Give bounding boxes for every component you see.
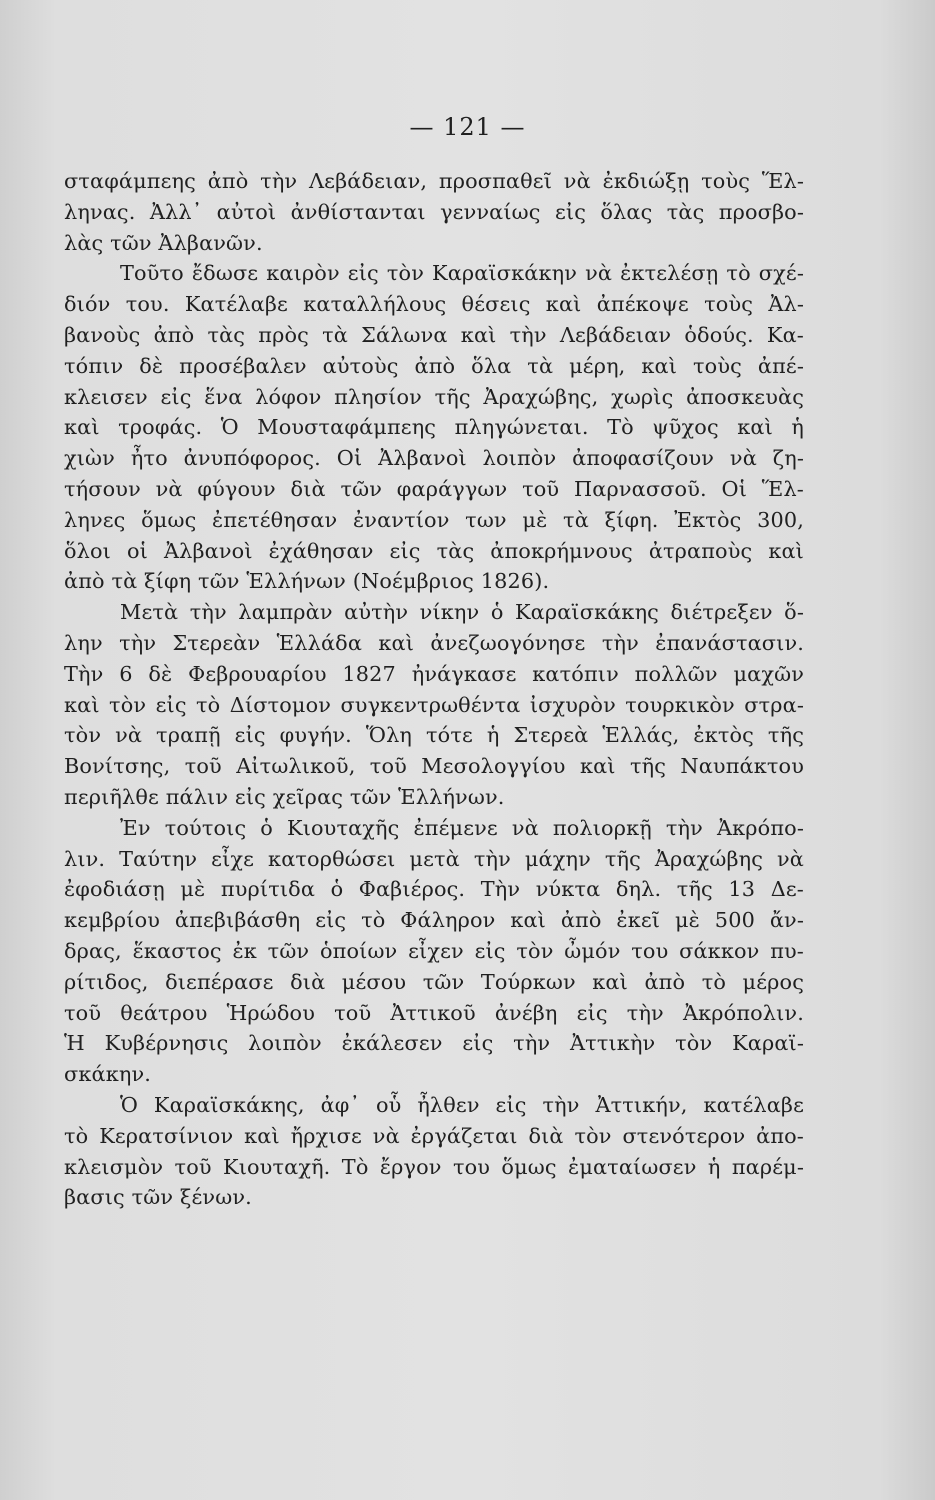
paragraph bbox=[64, 166, 804, 258]
text-line: κλεισμὸν τοῦ Κιουταχῆ. Τὸ ἔργον του ὅμως ἐματαίωσεν ἡ παρέμ- bbox=[64, 1154, 804, 1179]
text-line: καὶ τὸν εἰς τὸ Δίστομον συγκεντρωθέντα ἰσχυρὸν τουρκικὸν στρα- bbox=[64, 692, 804, 717]
text-line: τὸν νὰ τραπῇ εἰς φυγήν. Ὅλη τότε ἡ Στερεὰ Ἑλλάς, ἐκτὸς τῆς bbox=[64, 723, 804, 748]
text-line: ληνας. Ἀλλ᾽ αὐτοὶ ἀνθίστανται γενναίως εἰς ὅλας τὰς προσβο- bbox=[64, 199, 804, 224]
text-line: κεμβρίου ἀπεβιβάσθη εἰς τὸ Φάληρον καὶ ἀπὸ ἐκεῖ μὲ 500 ἄν- bbox=[64, 908, 804, 933]
text-line: δρας, ἕκαστος ἐκ τῶν ὁποίων εἶχεν εἰς τὸν ὦμόν του σάκκον πυ- bbox=[64, 938, 804, 963]
text-line: τήσουν νὰ φύγουν διὰ τῶν φαράγγων τοῦ Παρνασσοῦ. Οἱ Ἕλ- bbox=[64, 476, 804, 501]
text-line: λην τὴν Στερεὰν Ἑλλάδα καὶ ἀνεζωογόνησε τὴν ἐπανάστασιν. bbox=[64, 630, 804, 655]
paragraph bbox=[64, 258, 804, 597]
text-line: ληνες ὅμως ἐπετέθησαν ἐναντίον των μὲ τὰ ξίφη. Ἐκτὸς 300, bbox=[64, 507, 804, 532]
text-line: Τὴν 6 δὲ Φεβρουαρίου 1827 ἠνάγκασε κατόπιν πολλῶν μαχῶν bbox=[64, 661, 804, 686]
text-line: σκάκην. bbox=[64, 1062, 151, 1087]
text-line: κλεισεν εἰς ἕνα λόφον πλησίον τῆς Ἀραχώβης, χωρὶς ἀποσκευὰς bbox=[64, 384, 804, 409]
text-line: Τοῦτο ἔδωσε καιρὸν εἰς τὸν Καραϊσκάκην νὰ ἐκτελέσῃ τὸ σχέ- bbox=[120, 261, 804, 286]
text-line: ὅλοι οἱ Ἀλβανοὶ ἐχάθησαν εἰς τὰς ἀποκρήμνους ἀτραποὺς καὶ bbox=[64, 538, 804, 563]
page-number: — 121 — bbox=[409, 113, 526, 141]
text-line: βασις τῶν ξένων. bbox=[64, 1185, 252, 1210]
text-line: Ἡ Κυβέρνησις λοιπὸν ἐκάλεσεν εἰς τὴν Ἀττικὴν τὸν Καραϊ- bbox=[64, 1031, 804, 1056]
text-line: ἐφοδιάσῃ μὲ πυρίτιδα ὁ Φαβιέρος. Τὴν νύκτα δηλ. τῆς 13 Δε- bbox=[64, 877, 804, 902]
text-line: Μετὰ τὴν λαμπρὰν αὐτὴν νίκην ὁ Καραϊσκάκης διέτρεξεν ὅ- bbox=[120, 600, 804, 625]
paragraph bbox=[64, 597, 804, 813]
text-line: βανοὺς ἀπὸ τὰς πρὸς τὰ Σάλωνα καὶ τὴν Λεβάδειαν ὁδούς. Κα- bbox=[64, 322, 804, 347]
text-line: Ἐν τούτοις ὁ Κιουταχῆς ἐπέμενε νὰ πολιορκῇ τὴν Ἀκρόπο- bbox=[120, 815, 804, 840]
text-line: Βονίτσης, τοῦ Αἰτωλικοῦ, τοῦ Μεσολογγίου καὶ τῆς Ναυπάκτου bbox=[64, 754, 804, 779]
text-line: τόπιν δὲ προσέβαλεν αὐτοὺς ἀπὸ ὅλα τὰ μέρη, καὶ τοὺς ἀπέ- bbox=[64, 353, 804, 378]
body-text bbox=[64, 166, 804, 1213]
paragraph bbox=[64, 1090, 804, 1213]
text-line: Ὁ Καραϊσκάκης, ἀφ᾽ οὗ ἦλθεν εἰς τὴν Ἀττικήν, κατέλαβε bbox=[120, 1092, 804, 1117]
text-line: λὰς τῶν Ἀλβανῶν. bbox=[64, 230, 263, 255]
text-line: τὸ Κερατσίνιον καὶ ἤρχισε νὰ ἐργάζεται διὰ τὸν στενότερον ἀπο- bbox=[64, 1123, 804, 1148]
text-line: σταφάμπεης ἀπὸ τὴν Λεβάδειαν, προσπαθεῖ νὰ ἐκδιώξῃ τοὺς Ἕλ- bbox=[64, 169, 804, 193]
text-line: καὶ τροφάς. Ὁ Μουσταφάμπεης πληγώνεται. Τὸ ψῦχος καὶ ἡ bbox=[64, 415, 804, 440]
paragraph bbox=[64, 813, 804, 1090]
text-line: χιὼν ἦτο ἀνυπόφορος. Οἱ Ἀλβανοὶ λοιπὸν ἀποφασίζουν νὰ ζη- bbox=[64, 446, 804, 471]
text-line: λιν. Ταύτην εἶχε κατορθώσει μετὰ τὴν μάχην τῆς Ἀραχώβης νὰ bbox=[64, 846, 804, 871]
text-line: ἀπὸ τὰ ξίφη τῶν Ἑλλήνων (Νοέμβριος 1826). bbox=[64, 569, 550, 594]
text-line: διόν του. Κατέλαβε καταλλήλους θέσεις καὶ ἀπέκοψε τοὺς Ἀλ- bbox=[64, 292, 804, 317]
text-line: τοῦ θεάτρου Ἡρώδου τοῦ Ἀττικοῦ ἀνέβη εἰς τὴν Ἀκρόπολιν. bbox=[64, 1000, 804, 1025]
text-line: ρίτιδος, διεπέρασε διὰ μέσου τῶν Τούρκων καὶ ἀπὸ τὸ μέρος bbox=[64, 969, 804, 994]
text-line: περιῆλθε πάλιν εἰς χεῖρας τῶν Ἑλλήνων. bbox=[64, 784, 505, 809]
